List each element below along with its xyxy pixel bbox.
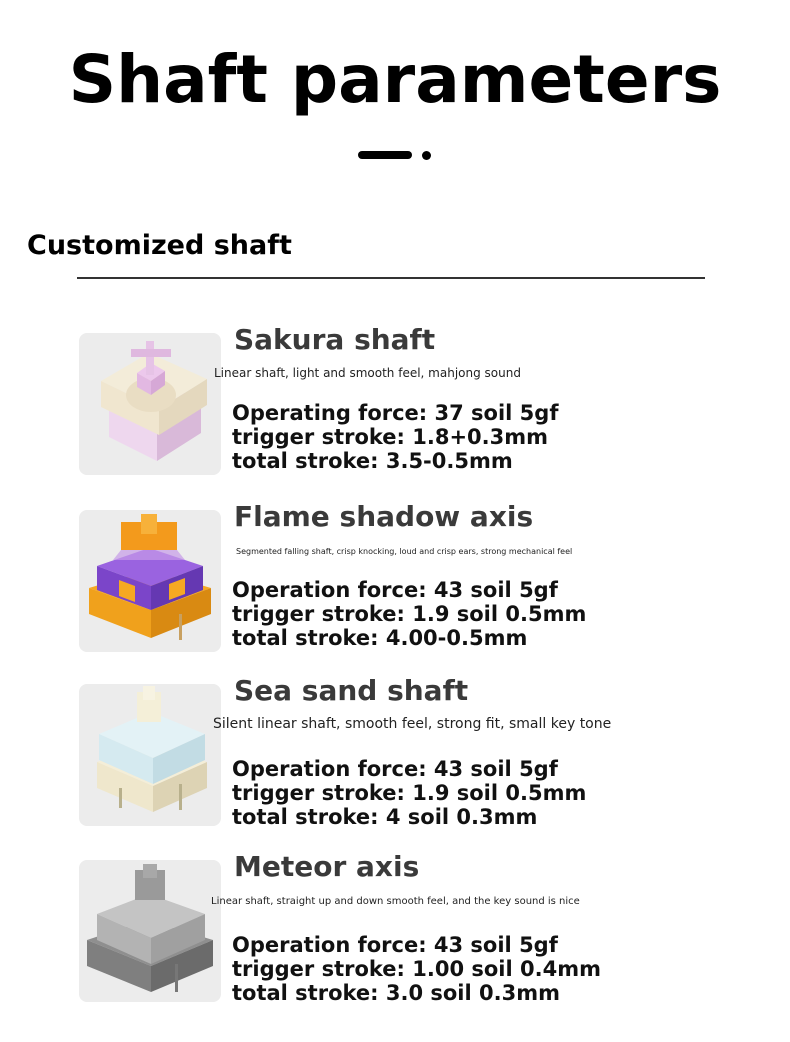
switch-description: Segmented falling shaft, crisp knocking, loud and crisp ears, strong mechanical feel — [236, 547, 573, 556]
spec-total-stroke: total stroke: 3.0 soil 0.3mm — [232, 981, 560, 1005]
spec-force: Operating force: 37 soil 5gf — [232, 401, 559, 425]
spec-total-stroke: total stroke: 4.00-0.5mm — [232, 626, 528, 650]
gray-switch-icon — [79, 860, 221, 1002]
spec-total-stroke: total stroke: 3.5-0.5mm — [232, 449, 513, 473]
spec-trigger-stroke: trigger stroke: 1.9 soil 0.5mm — [232, 781, 587, 805]
spec-list — [232, 757, 586, 829]
switch-name: Sea sand shaft — [234, 674, 469, 707]
spec-force: Operation force: 43 soil 5gf — [232, 933, 558, 957]
switch-card-flame-shadow — [79, 500, 639, 652]
switch-description: Silent linear shaft, smooth feel, strong fit, small key tone — [213, 716, 612, 732]
decoration-bar — [358, 151, 412, 159]
switch-name: Flame shadow axis — [234, 500, 534, 533]
spec-trigger-stroke: trigger stroke: 1.00 soil 0.4mm — [232, 957, 601, 981]
switch-name: Meteor axis — [234, 850, 420, 883]
spec-force: Operation force: 43 soil 5gf — [232, 757, 558, 781]
switch-description: Linear shaft, light and smooth feel, mahjong sound — [214, 366, 521, 380]
spec-trigger-stroke: trigger stroke: 1.9 soil 0.5mm — [232, 602, 587, 626]
decoration-dot — [422, 151, 431, 160]
spec-list — [232, 578, 586, 650]
switch-card-sakura — [79, 323, 639, 475]
switch-card-meteor — [79, 850, 639, 1005]
switch-name: Sakura shaft — [234, 323, 436, 356]
spec-force: Operation force: 43 soil 5gf — [232, 578, 558, 602]
spec-total-stroke: total stroke: 4 soil 0.3mm — [232, 805, 538, 829]
spec-list — [232, 401, 558, 473]
switch-card-sea-sand — [79, 674, 639, 829]
blue-cream-switch-icon — [79, 684, 221, 826]
switch-description: Linear shaft, straight up and down smooth feel, and the key sound is nice — [211, 896, 580, 907]
page-title: Shaft parameters — [68, 41, 722, 118]
section-divider — [77, 277, 705, 279]
pink-switch-icon — [79, 333, 221, 475]
purple-orange-switch-icon — [79, 510, 221, 652]
spec-trigger-stroke: trigger stroke: 1.8+0.3mm — [232, 425, 549, 449]
spec-list — [232, 933, 601, 1005]
section-title: Customized shaft — [27, 230, 292, 261]
